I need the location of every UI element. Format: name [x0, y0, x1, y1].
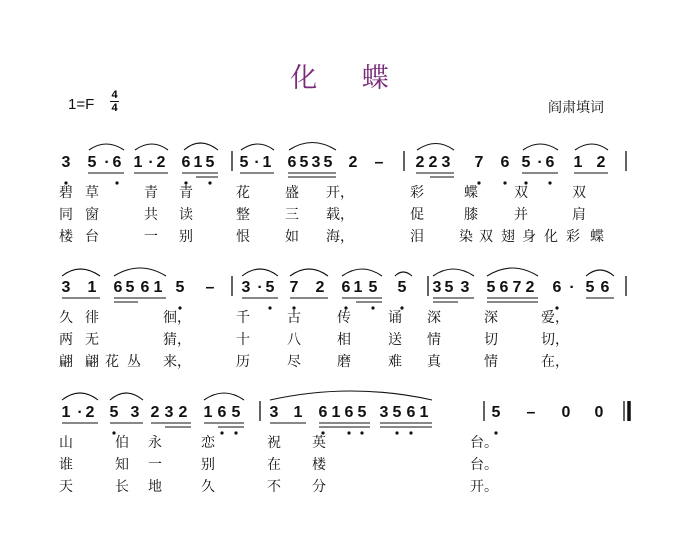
- octave-dot: [208, 181, 211, 184]
- lyric-char: 台。: [470, 457, 498, 473]
- octave-dot: [395, 431, 398, 434]
- note: 1: [133, 154, 143, 171]
- note: ·: [569, 279, 575, 296]
- lyric-char: 蝶: [590, 229, 604, 245]
- lyric-char: 双: [514, 185, 528, 201]
- note: 5: [491, 404, 501, 421]
- lyric-char: 读: [179, 207, 193, 223]
- octave-dot: [360, 431, 363, 434]
- lyric-char: 千: [236, 310, 250, 326]
- note: 5: [239, 154, 249, 171]
- lyric-char: 翩: [85, 354, 99, 370]
- lyric-char: 十: [236, 332, 250, 348]
- time-signature-bottom: 4: [111, 102, 118, 114]
- lyric-char: 深: [427, 310, 441, 326]
- lyric-char: 翩: [59, 354, 73, 370]
- note: 6: [140, 279, 150, 296]
- note: 6: [344, 404, 354, 421]
- lyric-char: 别: [201, 457, 215, 473]
- lyric-char: 盛: [285, 185, 299, 201]
- lyric-char: 久: [59, 310, 73, 326]
- note: 6: [499, 279, 509, 296]
- lyric-char: 载，: [326, 207, 354, 223]
- lyric-char: 不: [267, 479, 281, 495]
- lyric-char: 台: [85, 229, 99, 245]
- lyric-char: 在: [267, 457, 281, 473]
- note: 5: [397, 279, 407, 296]
- lyric-char: 无: [85, 332, 99, 348]
- note: ·: [257, 279, 263, 296]
- lyricist-credit: 阎肃填词: [548, 100, 604, 116]
- lyric-char: 如: [285, 229, 299, 245]
- system-2: [59, 276, 626, 370]
- note: 5: [299, 154, 309, 171]
- time-signature-top: 4: [111, 89, 118, 101]
- note: ·: [537, 154, 543, 171]
- note: 6: [600, 279, 610, 296]
- lyric-char: 整: [236, 207, 250, 223]
- note: 3: [61, 154, 71, 171]
- lyric-char: 楼: [59, 229, 73, 245]
- lyric-char: 长: [115, 479, 129, 495]
- lyric-char: 传: [337, 310, 351, 326]
- octave-dot: [234, 431, 237, 434]
- lyric-char: 情: [484, 354, 498, 370]
- note: 5: [486, 279, 496, 296]
- octave-dot: [548, 181, 551, 184]
- note: 2: [178, 404, 188, 421]
- lyric-char: 翅: [501, 229, 515, 245]
- lyric-char: 双: [479, 229, 493, 245]
- lyric-char: 伯: [115, 435, 129, 451]
- lyric-char: 难: [388, 354, 402, 370]
- note: 1: [193, 154, 203, 171]
- lyric-char: 送: [388, 332, 402, 348]
- lyric-char: 共: [144, 207, 158, 223]
- lyric-char: 恨: [236, 229, 250, 245]
- note: 5: [444, 279, 454, 296]
- note: –: [205, 279, 215, 296]
- note: 3: [379, 404, 389, 421]
- note: 3: [311, 154, 321, 171]
- note: 2: [415, 154, 425, 171]
- lyric-char: 恋: [201, 435, 215, 451]
- lyric-char: 一: [148, 457, 162, 473]
- note: 6: [545, 154, 555, 171]
- system-1: [59, 151, 626, 245]
- note: 5: [125, 279, 135, 296]
- note: 1: [293, 404, 303, 421]
- lyric-char: 并: [514, 207, 528, 223]
- lyric-char: 蝶: [464, 185, 478, 201]
- lyric-char: 膝: [464, 207, 478, 223]
- lyric-char: 身: [522, 229, 536, 245]
- lyric-char: 丛: [127, 354, 141, 370]
- note: 3: [130, 404, 140, 421]
- lyric-char: 在，: [541, 354, 569, 370]
- lyric-char: 切，: [541, 332, 569, 348]
- note: 6: [287, 154, 297, 171]
- note: 6: [113, 279, 123, 296]
- note: 3: [269, 404, 279, 421]
- note: 3: [61, 279, 71, 296]
- lyric-char: 永: [148, 435, 162, 451]
- lyric-char: 青: [179, 185, 193, 201]
- lyric-char: 染: [459, 229, 473, 245]
- lyric-char: 八: [287, 332, 301, 348]
- lyric-char: 三: [285, 207, 299, 223]
- note: 3: [432, 279, 442, 296]
- lyric-char: 促: [410, 207, 424, 223]
- note: 5: [521, 154, 531, 171]
- octave-dot: [347, 431, 350, 434]
- octave-dot: [409, 431, 412, 434]
- lyric-char: 海，: [326, 229, 354, 245]
- octave-dot: [371, 306, 374, 309]
- lyric-char: 台。: [470, 435, 498, 451]
- lyric-char: 草: [85, 185, 99, 201]
- lyric-char: 开。: [470, 479, 498, 495]
- lyric-char: 祝: [267, 435, 281, 451]
- note: 2: [315, 279, 325, 296]
- note: 6: [112, 154, 122, 171]
- note: 1: [419, 404, 429, 421]
- lyric-char: 分: [312, 479, 326, 495]
- note: 1: [153, 279, 163, 296]
- note: 1: [61, 404, 71, 421]
- lyric-char: 徘: [85, 310, 99, 326]
- note: 6: [181, 154, 191, 171]
- lyric-char: 地: [148, 479, 162, 495]
- lyric-char: 切: [484, 332, 498, 348]
- note: 6: [406, 404, 416, 421]
- lyric-char: 谁: [59, 457, 73, 473]
- lyric-char: 同: [59, 207, 73, 223]
- lyric-char: 花: [236, 185, 250, 201]
- note: ·: [254, 154, 260, 171]
- note: 1: [573, 154, 583, 171]
- lyric-char: 楼: [312, 457, 326, 473]
- note: 5: [323, 154, 333, 171]
- lyric-char: 肩: [572, 207, 586, 223]
- lyric-char: 彩: [566, 229, 580, 245]
- song-title: 化 蝶: [290, 63, 407, 94]
- lyric-char: 真: [427, 354, 441, 370]
- note: 2: [428, 154, 438, 171]
- note: 1: [203, 404, 213, 421]
- lyric-char: 情: [427, 332, 441, 348]
- note: 6: [500, 154, 510, 171]
- lyric-char: 猜，: [163, 332, 191, 348]
- lyric-char: 青: [144, 185, 158, 201]
- note: ·: [77, 404, 83, 421]
- note: 5: [357, 404, 367, 421]
- lyric-char: 开，: [326, 185, 354, 201]
- note: 5: [392, 404, 402, 421]
- lyric-char: 化: [544, 229, 558, 245]
- note: 1: [353, 279, 363, 296]
- note: 5: [585, 279, 595, 296]
- note: 2: [150, 404, 160, 421]
- lyric-char: 知: [115, 457, 129, 473]
- lyric-char: 泪: [410, 229, 424, 245]
- lyric-char: 徊，: [163, 310, 191, 326]
- note: 6: [552, 279, 562, 296]
- note: 3: [164, 404, 174, 421]
- note: 0: [594, 404, 604, 421]
- note: 5: [265, 279, 275, 296]
- note: 2: [525, 279, 535, 296]
- lyric-char: 花: [105, 354, 119, 370]
- octave-dot: [268, 306, 271, 309]
- note: 5: [231, 404, 241, 421]
- note: 1: [262, 154, 272, 171]
- key-signature: 1=F: [68, 96, 95, 113]
- note: 7: [474, 154, 484, 171]
- note: 2: [596, 154, 606, 171]
- octave-dot: [503, 181, 506, 184]
- lyric-char: 来，: [163, 354, 191, 370]
- note: 3: [441, 154, 451, 171]
- note: –: [526, 404, 536, 421]
- note: 5: [205, 154, 215, 171]
- note: 7: [512, 279, 522, 296]
- lyric-char: 爱，: [541, 310, 569, 326]
- lyric-char: 山: [59, 435, 73, 451]
- note: –: [374, 154, 384, 171]
- lyric-char: 尽: [287, 354, 301, 370]
- note: ·: [148, 154, 154, 171]
- lyric-char: 窗: [85, 207, 99, 223]
- note: 1: [87, 279, 97, 296]
- lyric-char: 双: [572, 185, 586, 201]
- lyric-char: 磨: [337, 354, 351, 370]
- lyric-char: 历: [236, 354, 250, 370]
- note: 5: [109, 404, 119, 421]
- lyric-char: 一: [144, 229, 158, 245]
- note: ·: [104, 154, 110, 171]
- lyric-char: 英: [312, 435, 326, 451]
- lyric-char: 两: [59, 332, 73, 348]
- lyric-char: 天: [59, 479, 73, 495]
- note: 5: [175, 279, 185, 296]
- lyric-char: 深: [484, 310, 498, 326]
- note: 3: [460, 279, 470, 296]
- note: 7: [289, 279, 299, 296]
- lyric-char: 久: [201, 479, 215, 495]
- system-3: [59, 401, 629, 495]
- octave-dot: [115, 181, 118, 184]
- lyric-char: 彩: [410, 185, 424, 201]
- lyric-char: 相: [337, 332, 351, 348]
- note: 6: [341, 279, 351, 296]
- note: 0: [561, 404, 571, 421]
- note: 6: [217, 404, 227, 421]
- lyric-char: 古: [287, 310, 301, 326]
- lyric-char: 诵: [388, 310, 402, 326]
- octave-dot: [220, 431, 223, 434]
- note: 2: [348, 154, 358, 171]
- note: 5: [87, 154, 97, 171]
- note: 3: [241, 279, 251, 296]
- note: 6: [318, 404, 328, 421]
- lyric-char: 别: [179, 229, 193, 245]
- note: 2: [156, 154, 166, 171]
- note: 5: [368, 279, 378, 296]
- lyric-char: 碧: [59, 185, 73, 201]
- note: 1: [331, 404, 341, 421]
- note: 2: [85, 404, 95, 421]
